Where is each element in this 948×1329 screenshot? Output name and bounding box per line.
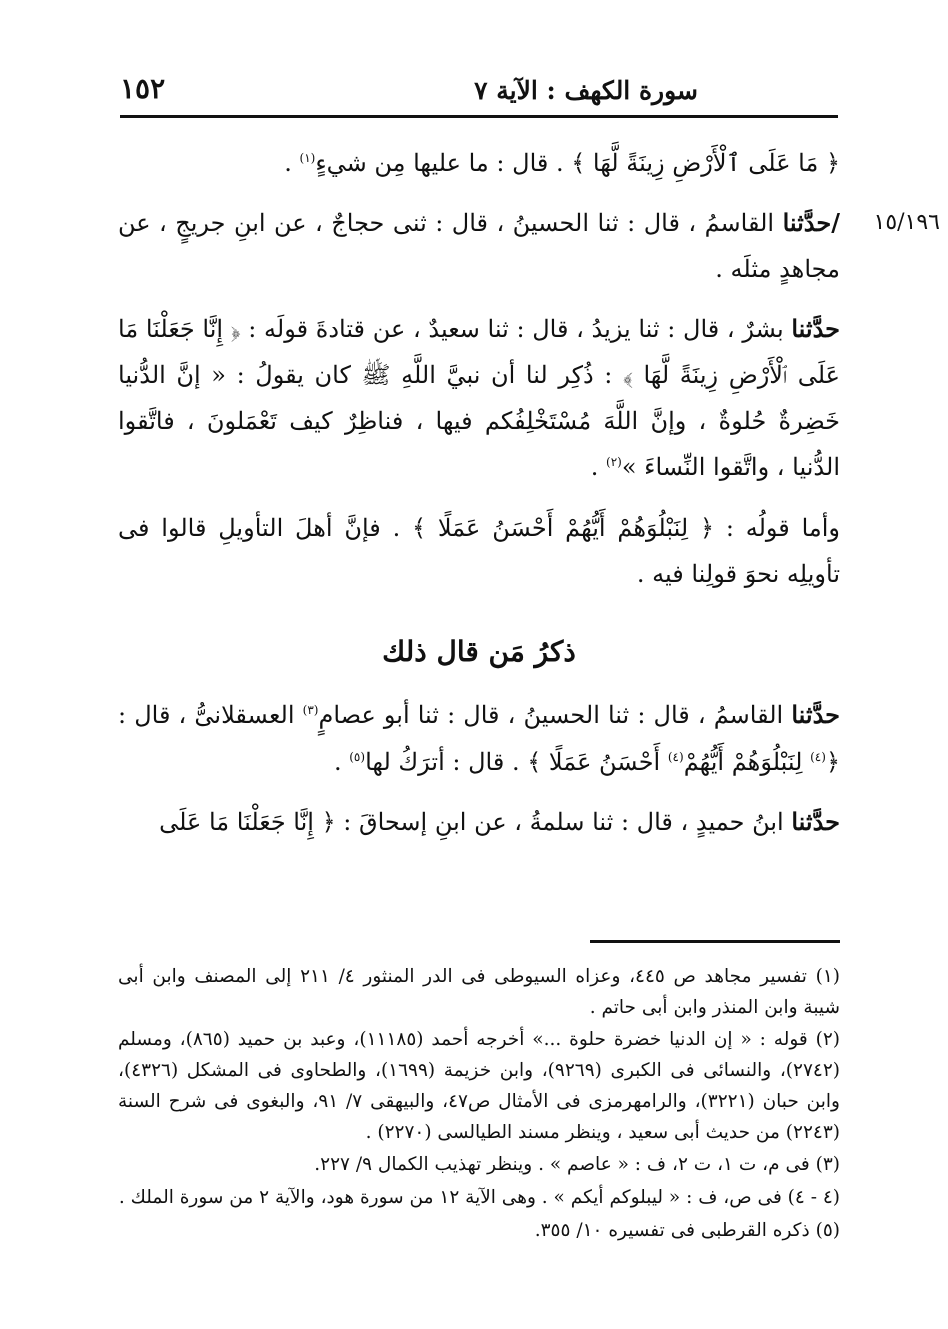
paragraph-2 <box>118 200 940 292</box>
paragraph-4 <box>118 505 840 597</box>
footnote-divider <box>590 940 840 943</box>
footnote-2: (٢) قوله : « إن الدنيا خضرة حلوة ...» أخرجه أحمد (١١١٨٥)، وعبد بن حميد (٨٦٥)، ومسلم (٢٧٤٢)، والنسائى فى الكبرى (٩٢٦٩)، وابن خزيمة (١٦٩٩)، والطحاوى فى المشكل (٤٣٢٦)، وابن حبان (٣٢٢١)، والرامهرمزى فى الأمثال ص٤٧، والبيهقى ٧/ ٩١، والبغوى فى شرح السنة (٢٢٤٣) من حديث أبى سعيد ، وينظر مسند الطيالسى (٢٢٧٠) . <box>118 1029 840 1143</box>
footnote-3: (٣) فى م، ت ١، ت ٢، ف : « عاصم » . وينظر تهذيب الكمال ٩/ ٢٢٧. <box>314 1154 840 1176</box>
isnad-start: حدَّثنا <box>791 806 840 836</box>
margin-reference: ١٥/١٩٦ <box>873 210 940 236</box>
paragraph-1 <box>118 140 840 186</box>
footnote-ref-4-end: (٤) <box>667 749 684 764</box>
paragraph-6-text: ابنُ حميدٍ ، قال : ثنا سلمةُ ، عن ابنِ إسحاقَ : ﴿ إِنَّا جَعَلْنَا مَا عَلَى <box>159 807 792 836</box>
footnote-ref-3: (٣) <box>302 703 319 718</box>
footnotes <box>118 962 840 1248</box>
paragraph-2-text: القاسمُ ، قال : ثنا الحسينُ ، قال : ثنى حجاجٌ ، عن ابنِ جريجٍ ، عن مجاهدٍ مثلَه . <box>118 209 840 284</box>
paragraph-3-text: بشرٌ ، قال : ثنا يزيدُ ، قال : ثنا سعيدٌ ، عن قتادةَ قولَه : ﴿ إِنَّا جَعَلْنَا مَا عَلَى ٱلْأَرْضِ زِينَةً لَّهَا ﴾ : ذُكِر لنا أن نبيَّ اللَّهِ ﷺ كان يقولُ : « إنَّ الدُّنيا خَضِرةٌ حُلوةٌ ، وإنَّ اللَّهَ مُسْتَخْلِفُكم فيها ، فناظِرٌ كيف تَعْمَلونَ ، فاتَّقوا الدُّنيا ، واتَّقوا النِّساءَ » <box>118 315 840 482</box>
footnote-ref-2: (٢) <box>606 455 622 470</box>
running-title: سورة الكهف : الآية ٧ <box>474 76 698 105</box>
paragraph-5-text-d: أَحْسَنُ عَمَلًا ﴾ . قال : أترَكُ لها <box>365 747 668 776</box>
footnote-ref-4-start: (٤) <box>810 749 826 764</box>
isnad-start: /حدَّثنا <box>782 208 840 238</box>
paragraph-5-text-c: لِنَبْلُوَهُمْ أَيُّهُمْ <box>683 747 811 776</box>
footnote-4: (٤ - ٤) فى ص، ف : « ليبلوكم أيكم » . وهى الآية ١٢ من سورة هود، والآية ٢ من سورة الملك . <box>118 1186 840 1208</box>
footnote-ref-1: (١) <box>299 151 316 165</box>
footnote-1: (١) تفسير مجاهد ص ٤٤٥، وعزاه السيوطى فى الدر المنثور ٤/ ٢١١ إلى المصنف وابن أبى شيبة وابن المنذر وابن أبى حاتم . <box>118 966 840 1018</box>
page-header <box>120 58 838 118</box>
footnote-ref-5: (٥) <box>349 749 366 764</box>
isnad-start: حدَّثنا <box>791 314 840 344</box>
main-text <box>118 140 940 859</box>
paragraph-1-text: ﴿ مَا عَلَى ٱلْأَرْضِ زِينَةً لَّهَا ﴾ . قال : ما عليها مِن شيءٍ <box>315 149 840 177</box>
paragraph-3-end: . <box>590 453 607 482</box>
page-number: ١٥٢ <box>120 72 166 105</box>
paragraph-5-text-b: العسقلانىُّ ، قال : ﴿ <box>118 701 840 776</box>
footnote-5: (٥) ذكره القرطبى فى تفسيره ١٠/ ٣٥٥. <box>534 1219 840 1241</box>
paragraph-3 <box>118 306 840 490</box>
isnad-start: حدَّثنا <box>791 700 840 730</box>
paragraph-5 <box>118 692 840 784</box>
paragraph-5-text-a: القاسمُ ، قال : ثنا الحسينُ ، قال : ثنا أبو عصامٍ <box>318 701 792 730</box>
paragraph-4-text: وأما قولُه : ﴿ لِنَبْلُوَهُمْ أَيُّهُمْ أَحْسَنُ عَمَلًا ﴾ . فإنَّ أهلَ التأويلِ قالوا فى تأويلِه نحوَ قولِنا فيه . <box>118 513 840 588</box>
paragraph-6 <box>118 799 840 845</box>
paragraph-1-end: . <box>284 149 300 177</box>
section-heading: ذكرُ مَن قال ذلك <box>382 634 576 668</box>
paragraph-5-end: . <box>333 747 350 776</box>
